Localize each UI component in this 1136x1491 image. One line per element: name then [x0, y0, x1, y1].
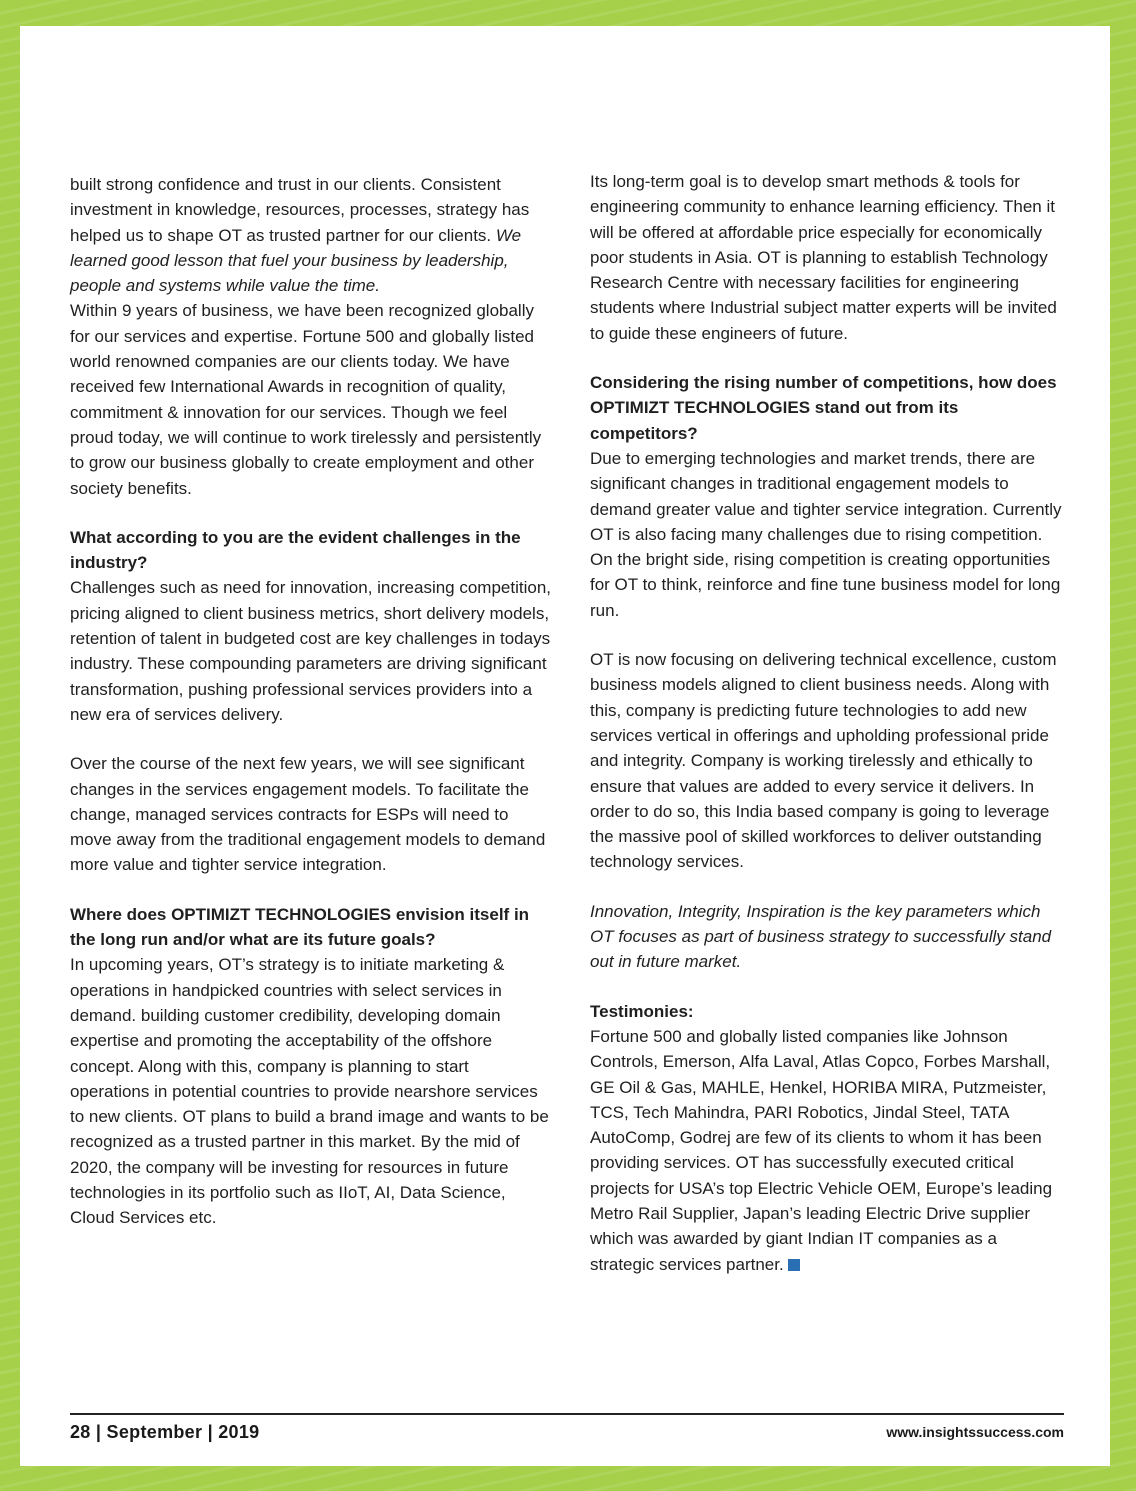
question-heading: Considering the rising number of competitions, how does OPTIMIZT TECHNOLOGIES stand out from its competitors? [590, 373, 1057, 443]
answer-paragraph: OT is now focusing on delivering technical excellence, custom business models aligned to client business needs. Along with this, company is predicting future technologies to add new services vertical in offerings and upholding professional pride and integrity. Company is working tirelessly and ethically to ensure that values are added to every service it delivers. In order to do so, this India based company is going to leverage the massive pool of skilled workforces to deliver outstanding technology services. [590, 650, 1057, 872]
article-end-icon [788, 1259, 800, 1271]
testimonies-text: Fortune 500 and globally listed companies like Johnson Controls, Emerson, Alfa Laval, Atlas Copco, Forbes Marshall, GE Oil & Gas, MAHLE, Henkel, HORIBA MIRA, Putzmeister, TCS, Tech Mahindra, PARI Robotics, Jindal Steel, TATA AutoComp, Godrej are few of its clients to whom it has been providing services. OT has successfully executed critical projects for USA’s top Electric Vehicle OEM, Europe’s leading Metro Rail Supplier, Japan’s leading Electric Drive supplier which was awarded by giant Indian IT companies as a strategic services partner. [590, 1026, 1053, 1274]
testimonies-paragraph [590, 1024, 1065, 1277]
left-column [70, 172, 552, 1231]
paragraph: Within 9 years of business, we have been recognized globally for our services and expertise. Fortune 500 and globally listed world renowned companies are our clients today. We have received few International Awards in recognition of quality, commitment & innovation for our services. Though we feel proud today, we will continue to work tirelessly and persistently to grow our business globally to create employment and other society benefits. [70, 301, 542, 498]
italic-paragraph: Innovation, Integrity, Inspiration is the key parameters which OT focuses as part of business strategy to successfully stand out in future market. [590, 901, 1052, 972]
footer-divider [70, 1413, 1064, 1415]
paragraph-text: built strong confidence and trust in our clients. Consistent investment in knowledge, resources, processes, strategy has helped us to shape OT as trusted partner for our clients. [70, 175, 530, 245]
question-heading: What according to you are the evident challenges in the industry? [70, 527, 521, 573]
magazine-page [20, 26, 1110, 1466]
website-url: www.insightssuccess.com [886, 1424, 1064, 1440]
right-column [590, 169, 1065, 1277]
paragraph [70, 172, 552, 298]
italic-quote: We learned good lesson that fuel your business by leadership, people and systems while value the time. [70, 225, 522, 296]
answer-paragraph: Challenges such as need for innovation, increasing competition, pricing aligned to client business metrics, short delivery models, retention of talent in budgeted cost are key challenges in todays industry. These compounding parameters are driving significant transformation, pushing professional services providers into a new era of services delivery. [70, 578, 552, 724]
page-number-date: 28 | September | 2019 [70, 1422, 260, 1442]
paragraph: Its long-term goal is to develop smart methods & tools for engineering community to enhance learning efficiency. Then it will be offered at affordable price especially for economically poor students in Asia. OT is planning to establish Technology Research Centre with necessary facilities for engineering students where Industrial subject matter experts will be invited to guide these engineers of future. [590, 172, 1057, 343]
answer-paragraph: Over the course of the next few years, we will see significant changes in the services engagement models. To facilitate the change, managed services contracts for ESPs will need to move away from the traditional engagement models to demand more value and tighter service integration. [70, 754, 546, 875]
question-heading: Where does OPTIMIZT TECHNOLOGIES envision itself in the long run and/or what are its future goals? [70, 904, 530, 950]
testimonies-heading: Testimonies: [590, 1001, 694, 1021]
answer-paragraph: In upcoming years, OT’s strategy is to initiate marketing & operations in handpicked countries with select services in demand. building customer credibility, developing domain expertise and promoting the acceptability of the offshore concept. Along with this, company is planning to start operations in potential countries to provide nearshore services to new clients. OT plans to build a brand image and wants to be recognized as a trusted partner in this market. By the mid of 2020, the company will be investing for resources in future technologies in its portfolio such as IIoT, AI, Data Science, Cloud Services etc. [70, 955, 549, 1228]
answer-paragraph: Due to emerging technologies and market trends, there are significant changes in traditional engagement models to demand greater value and tighter service integration. Currently OT is also facing many challenges due to rising competition. On the bright side, rising competition is creating opportunities for OT to think, reinforce and fine tune business model for long run. [590, 448, 1062, 620]
